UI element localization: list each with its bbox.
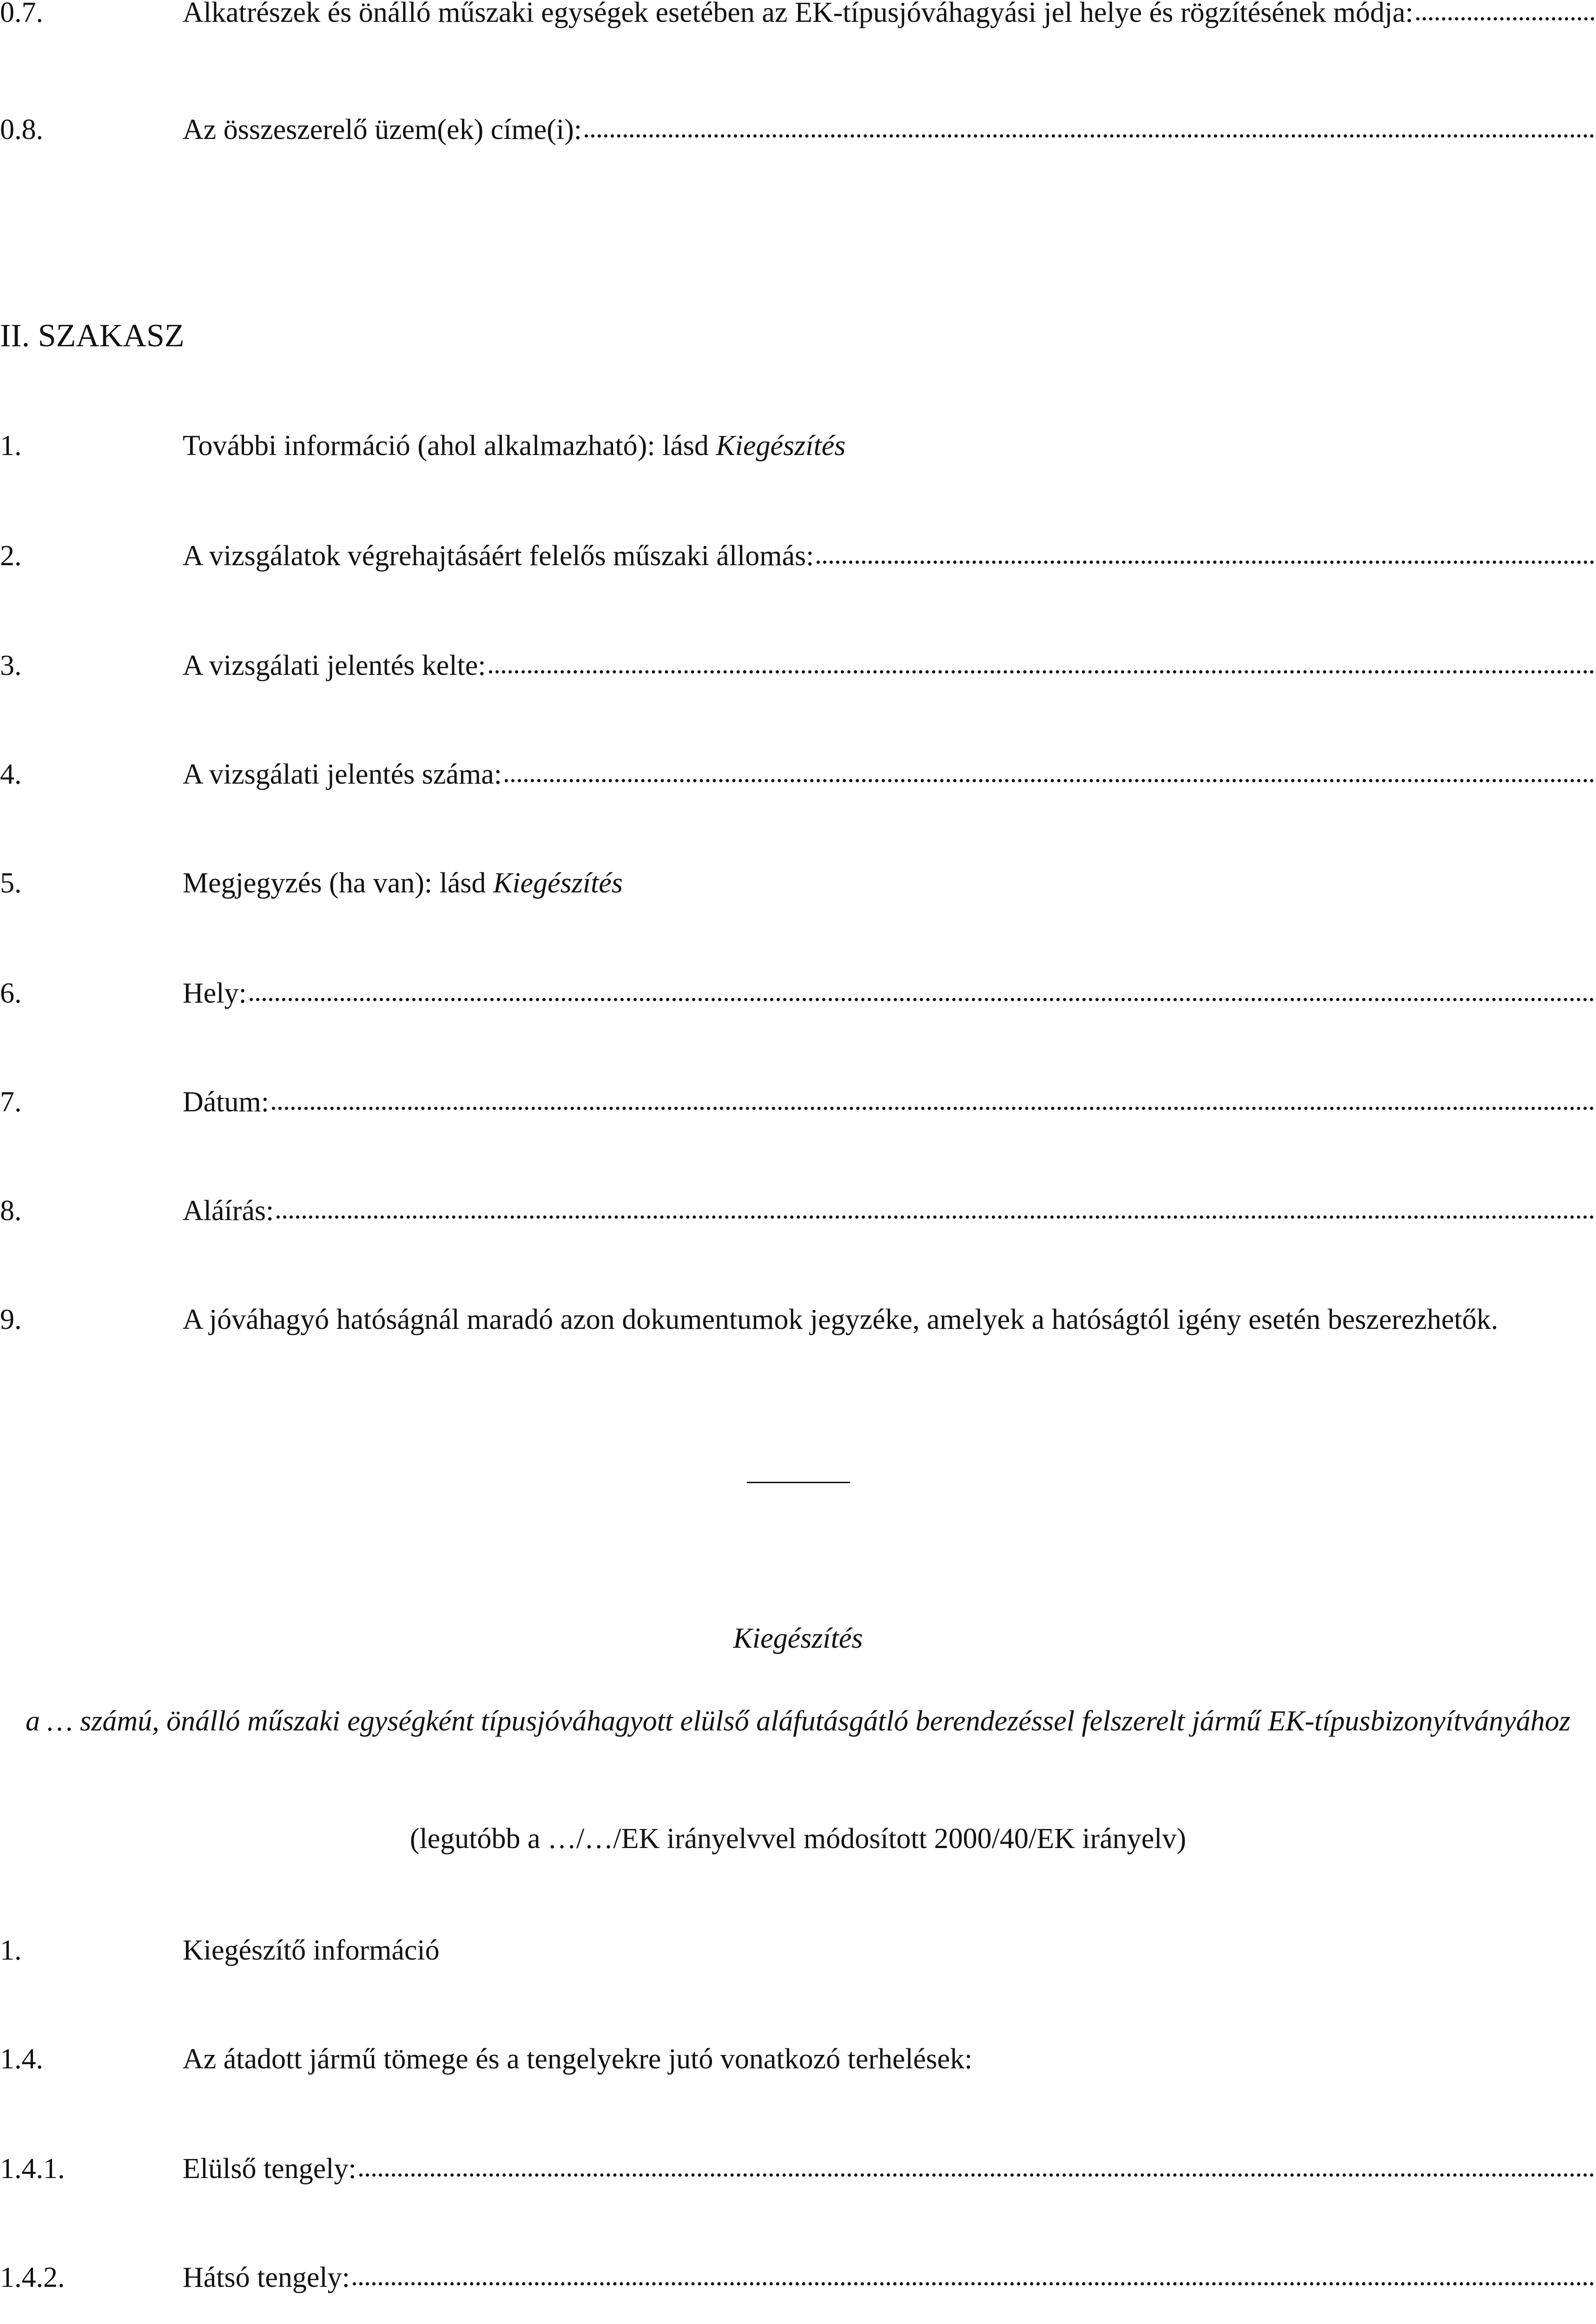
section-heading: II. SZAKASZ — [0, 318, 185, 354]
appendix-item-1 — [0, 1936, 1594, 1965]
item-body — [183, 1936, 1594, 1965]
item-body — [183, 1196, 1594, 1225]
section-2-item-6 — [0, 979, 1594, 1008]
fill-in-line — [489, 670, 1594, 673]
section-2-item-9 — [0, 1305, 1594, 1334]
appendix-title: Kiegészítés — [733, 1623, 863, 1654]
item-label: A vizsgálati jelentés száma: — [183, 759, 502, 790]
item-number: 3. — [0, 650, 22, 681]
section-2-item-8 — [0, 1196, 1594, 1225]
item-body — [183, 115, 1594, 144]
item-body — [183, 760, 1594, 789]
item-body — [183, 2154, 1594, 2183]
section-2-item-4 — [0, 760, 1594, 789]
item-number: 1. — [0, 430, 22, 462]
fill-in-line — [505, 779, 1594, 782]
item-reference: Kiegészítés — [493, 867, 623, 899]
item-number: 1.4.2. — [0, 2262, 65, 2293]
item-body — [183, 1088, 1594, 1116]
item-label: A vizsgálati jelentés kelte: — [183, 650, 486, 681]
fill-in-line — [817, 561, 1594, 564]
item-number: 5. — [0, 867, 22, 899]
section-2-item-2 — [0, 541, 1594, 570]
item-body — [183, 2263, 1594, 2292]
appendix-directive: (legutóbb a …/…/EK irányelvvel módosított 2000/40/EK irányelv) — [409, 1823, 1187, 1855]
appendix-item-1-4-1 — [0, 2154, 1594, 2183]
item-label: Aláírás: — [183, 1195, 274, 1227]
fill-in-line — [353, 2282, 1594, 2285]
item-number: 9. — [0, 1304, 22, 1335]
item-body — [183, 651, 1594, 680]
fill-in-line — [277, 1215, 1594, 1219]
item-body — [183, 0, 1594, 27]
item-number: 7. — [0, 1086, 22, 1118]
item-reference: Kiegészítés — [716, 430, 846, 462]
item-body — [183, 541, 1594, 570]
fill-in-line — [250, 998, 1594, 1001]
item-label: Elülső tengely: — [183, 2153, 356, 2185]
item-number: 1. — [0, 1934, 22, 1966]
item-number: 0.8. — [0, 114, 43, 145]
item-label: Megjegyzés (ha van): lásd — [183, 867, 493, 899]
item-number: 4. — [0, 759, 22, 790]
item-body — [183, 1305, 1594, 1334]
appendix-item-1-4-2 — [0, 2263, 1594, 2292]
section-2-item-5 — [0, 869, 1594, 898]
item-number: 1.4.1. — [0, 2153, 65, 2185]
item-body — [183, 2045, 1594, 2073]
fill-in-line — [272, 1107, 1594, 1110]
item-label: Dátum: — [183, 1086, 269, 1118]
item-label: Alkatrészek és önálló műszaki egységek esetében az EK-típusjóváhagyási jel helye és rögzítésének módja: — [183, 0, 1413, 28]
fill-in-line — [585, 134, 1594, 138]
separator-line — [747, 1482, 850, 1483]
item-label: Az összeszerelő üzem(ek) címe(i): — [183, 114, 582, 145]
item-label: Hátsó tengely: — [183, 2262, 350, 2293]
item-label: További információ (ahol alkalmazható): lásd — [183, 430, 716, 462]
item-label: Hely: — [183, 977, 247, 1009]
item-label: A vizsgálatok végrehajtásáért felelős műszaki állomás: — [183, 540, 814, 572]
item-0-8 — [0, 115, 1594, 144]
section-2-item-7 — [0, 1088, 1594, 1116]
appendix-item-1-4 — [0, 2045, 1594, 2073]
item-body — [183, 431, 1594, 460]
item-label: A jóváhagyó hatóságnál maradó azon dokumentumok jegyzéke, amelyek a hatóságtól igény esetén beszerezhetők. — [183, 1304, 1498, 1335]
section-2-item-1 — [0, 431, 1594, 460]
fill-in-line — [1416, 17, 1594, 20]
appendix-subtitle: a … számú, önálló műszaki egységként típusjóváhagyott elülső aláfutásgátló berendezéssel felszerelt jármű EK-típusbizonyítványához — [25, 1705, 1571, 1737]
item-number: 0.7. — [0, 0, 43, 28]
item-number: 8. — [0, 1195, 22, 1227]
item-label: Kiegészítő információ — [183, 1934, 440, 1966]
item-number: 1.4. — [0, 2043, 43, 2075]
item-number: 6. — [0, 977, 22, 1009]
item-label: Az átadott jármű tömege és a tengelyekre jutó vonatkozó terhelések: — [183, 2043, 973, 2075]
item-0-7 — [0, 0, 1594, 27]
fill-in-line — [359, 2173, 1594, 2177]
item-body — [183, 869, 1594, 898]
section-2-item-3 — [0, 651, 1594, 680]
item-number: 2. — [0, 540, 22, 572]
item-body — [183, 979, 1594, 1008]
